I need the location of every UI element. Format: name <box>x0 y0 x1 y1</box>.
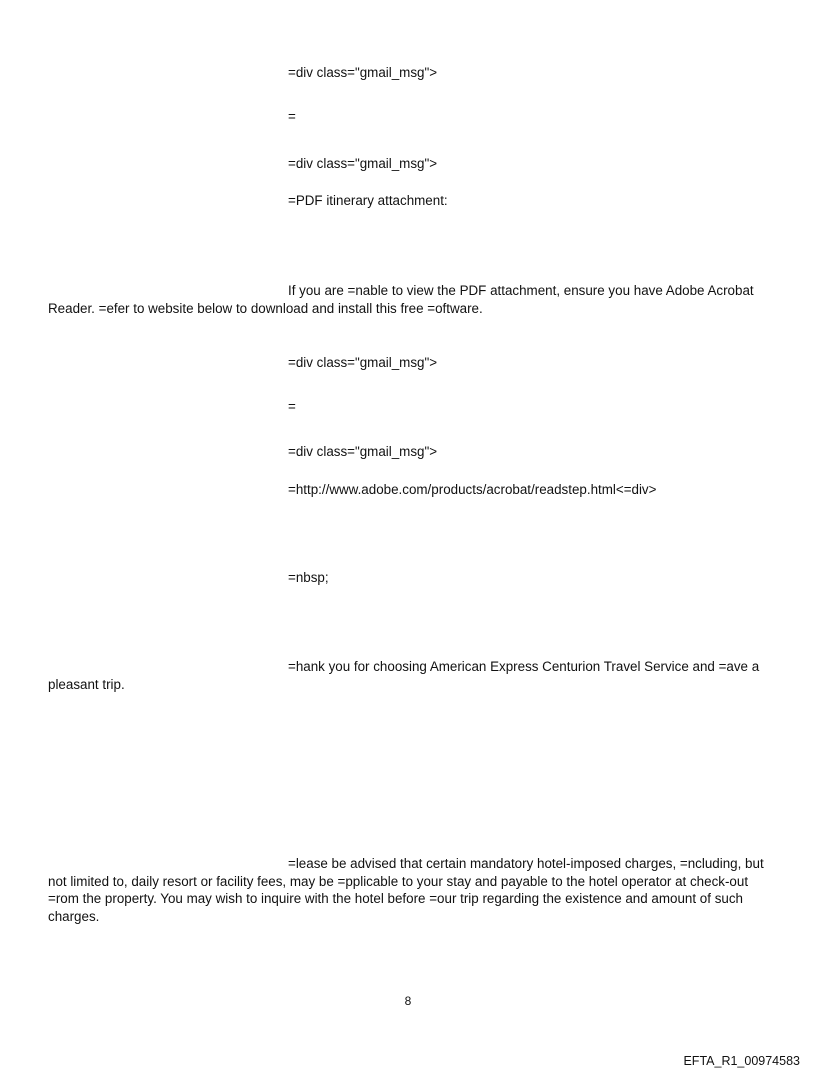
thank-you-paragraph <box>48 658 772 693</box>
thank-you-text: =hank you for choosing American Express Centurion Travel Service and =ave a pleasant trip. <box>48 659 760 692</box>
equals-line: = <box>288 399 296 414</box>
gmail-msg-div-line: =div class="gmail_msg"> <box>288 156 438 171</box>
pdf-itinerary-heading: =PDF itinerary attachment: <box>288 193 448 208</box>
hotel-charges-paragraph <box>48 855 772 925</box>
acrobat-reader-paragraph <box>48 282 772 317</box>
gmail-msg-div-line: =div class="gmail_msg"> <box>288 444 438 459</box>
nbsp-line: =nbsp; <box>288 570 329 585</box>
gmail-msg-div-line: =div class="gmail_msg"> <box>288 355 438 370</box>
acrobat-reader-text: If you are =nable to view the PDF attachment, ensure you have Adobe Acrobat Reader. =efer to website below to download and install this free =oftware. <box>48 283 754 316</box>
page-number: 8 <box>404 994 412 1008</box>
hotel-charges-text: =lease be advised that certain mandatory hotel-imposed charges, =ncluding, but not limited to, daily resort or facility fees, may be =pplicable to your stay and payable to the hotel operator at check-out =rom the property. You may wish to inquire with the hotel before =our trip regarding the existence and amount of such charges. <box>48 856 764 924</box>
gmail-msg-div-line: =div class="gmail_msg"> <box>288 65 438 80</box>
equals-line: = <box>288 109 296 124</box>
adobe-download-url: =http://www.adobe.com/products/acrobat/readstep.html<=div> <box>288 482 657 497</box>
document-id: EFTA_R1_00974583 <box>683 1054 800 1068</box>
